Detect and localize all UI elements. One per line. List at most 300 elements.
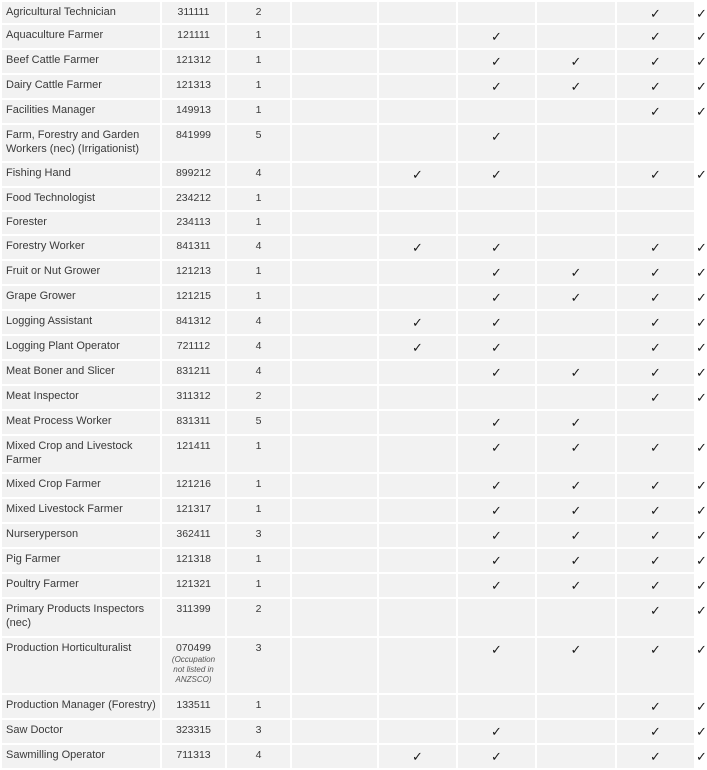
check-cell-c1 [378,637,457,694]
check-cell-c4 [616,573,695,598]
table-row [1,548,695,573]
checkmark-icon: ✓ [650,724,661,739]
check-cell-c1 [378,385,457,410]
checkmark-icon: ✓ [570,503,582,518]
checkmark-icon: ✓ [696,265,707,280]
checkmark-icon: ✓ [696,503,707,518]
skill-level-cell: 2 [226,598,291,637]
check-cell-c3 [536,187,616,211]
anzsco-code-cell [161,1,226,24]
occupation-cell: Mixed Livestock Farmer [1,498,161,523]
checkmark-icon: ✓ [650,440,661,455]
anzsco-code: 121318 [175,553,212,565]
check-cell-c4 [616,335,695,360]
occupation-cell: Farm, Forestry and Garden Workers (nec) (Irrigationist) [1,124,161,162]
anzsco-code-cell [161,598,226,637]
anzsco-code: 841311 [176,240,211,252]
check-cell-c1 [378,187,457,211]
check-cell-c1 [378,285,457,310]
check-cell-c3 [536,548,616,573]
table-row [1,498,695,523]
blank-cell [291,548,378,573]
checkmark-icon: ✓ [650,29,661,44]
anzsco-code-cell [161,548,226,573]
skill-level-cell: 5 [226,410,291,435]
occupation-cell: Mixed Crop and Livestock Farmer [1,435,161,473]
occupation-cell: Production Horticulturalist [1,637,161,694]
anzsco-code: 070499 [175,642,212,654]
check-cell-c1 [378,260,457,285]
checkmark-icon: ✓ [491,724,502,739]
anzsco-code-cell [161,49,226,74]
blank-cell [291,360,378,385]
check-cell-c1 [378,694,457,719]
blank-cell [291,385,378,410]
check-cell-c3 [536,24,616,49]
checkmark-icon: ✓ [696,79,707,94]
anzsco-code-cell [161,211,226,235]
check-cell-c4 [616,162,695,187]
checkmark-icon: ✓ [650,749,661,764]
occupation-cell: Forestry Worker [1,235,161,260]
table-row [1,694,695,719]
occupation-cell: Poultry Farmer [1,573,161,598]
check-cell-c1 [378,573,457,598]
table-row [1,235,695,260]
check-cell-c2 [457,523,536,548]
checkmark-icon: ✓ [412,315,423,330]
check-cell-c2 [457,719,536,744]
skill-level-cell: 4 [226,162,291,187]
checkmark-icon: ✓ [650,390,661,405]
checkmark-icon: ✓ [570,440,582,455]
checkmark-icon: ✓ [696,29,707,44]
skill-level-cell: 1 [226,285,291,310]
check-cell-c2 [457,74,536,99]
occupation-cell: Beef Cattle Farmer [1,49,161,74]
checkmark-icon: ✓ [491,440,502,455]
checkmark-icon: ✓ [491,340,502,355]
check-cell-c3 [536,235,616,260]
checkmark-icon: ✓ [696,578,707,593]
check-cell-c1 [378,1,457,24]
skill-level-cell: 3 [226,719,291,744]
table-row [1,719,695,744]
skill-level-cell: 4 [226,360,291,385]
anzsco-code: 121215 [175,290,212,302]
check-cell-c3 [536,473,616,498]
check-cell-c2 [457,498,536,523]
skill-level-cell: 4 [226,235,291,260]
check-cell-c3 [536,360,616,385]
skill-level-cell: 1 [226,99,291,124]
check-cell-c3 [536,211,616,235]
checkmark-icon: ✓ [491,578,502,593]
occupation-cell: Logging Assistant [1,310,161,335]
anzsco-code: 121216 [175,478,212,490]
check-cell-c2 [457,24,536,49]
skill-level-cell: 1 [226,74,291,99]
check-cell-c4 [616,435,695,473]
check-cell-c2 [457,285,536,310]
anzsco-code-cell [161,719,226,744]
table-row [1,473,695,498]
checkmark-icon: ✓ [696,528,707,543]
check-cell-c1 [378,49,457,74]
anzsco-code-cell [161,435,226,473]
check-cell-c2 [457,124,536,162]
table-row [1,360,695,385]
checkmark-icon: ✓ [696,104,707,119]
check-cell-c2 [457,360,536,385]
skill-level-cell: 3 [226,637,291,694]
skill-level-cell: 1 [226,694,291,719]
checkmark-icon: ✓ [696,699,707,714]
checkmark-icon: ✓ [650,553,661,568]
blank-cell [291,694,378,719]
check-cell-c3 [536,498,616,523]
checkmark-icon: ✓ [696,390,707,405]
check-cell-c3 [536,74,616,99]
check-cell-c3 [536,335,616,360]
blank-cell [291,187,378,211]
check-cell-c1 [378,124,457,162]
check-cell-c4 [616,385,695,410]
anzsco-code-cell [161,187,226,211]
anzsco-code-cell [161,335,226,360]
check-cell-c4 [616,99,695,124]
blank-cell [291,24,378,49]
check-cell-c4 [616,187,695,211]
skill-level-cell: 1 [226,435,291,473]
checkmark-icon: ✓ [650,365,661,380]
anzsco-code-cell [161,99,226,124]
check-cell-c1 [378,360,457,385]
anzsco-code-cell [161,573,226,598]
check-cell-c1 [378,598,457,637]
check-cell-c4 [616,637,695,694]
checkmark-icon: ✓ [491,315,502,330]
table-row [1,24,695,49]
check-cell-c3 [536,99,616,124]
anzsco-code: 899212 [175,167,212,179]
blank-cell [291,235,378,260]
anzsco-code-cell [161,694,226,719]
checkmark-icon: ✓ [570,265,582,280]
anzsco-code: 234212 [175,192,212,204]
blank-cell [291,124,378,162]
check-cell-c1 [378,74,457,99]
blank-cell [291,74,378,99]
table-row [1,187,695,211]
occupation-cell: Aquaculture Farmer [1,24,161,49]
anzsco-code-cell [161,385,226,410]
check-cell-c2 [457,410,536,435]
check-cell-c3 [536,744,616,769]
occupation-cell: Fishing Hand [1,162,161,187]
skill-level-cell: 2 [226,1,291,24]
check-cell-c1 [378,310,457,335]
anzsco-code: 121313 [175,79,212,91]
blank-cell [291,310,378,335]
check-cell-c3 [536,637,616,694]
anzsco-code: 841312 [175,315,212,327]
skill-level-cell: 1 [226,24,291,49]
skill-level-cell: 4 [226,310,291,335]
check-cell-c3 [536,385,616,410]
check-cell-c3 [536,162,616,187]
check-cell-c2 [457,187,536,211]
checkmark-icon: ✓ [696,54,707,69]
check-cell-c2 [457,310,536,335]
checkmark-icon: ✓ [696,478,707,493]
checkmark-icon: ✓ [650,6,661,21]
checkmark-icon: ✓ [491,167,502,182]
blank-cell [291,1,378,24]
skill-level-cell: 1 [226,187,291,211]
anzsco-code: 149913 [175,104,212,116]
anzsco-code-cell [161,637,226,694]
anzsco-code: 234113 [176,216,211,228]
check-cell-c2 [457,335,536,360]
check-cell-c3 [536,523,616,548]
checkmark-icon: ✓ [650,290,661,305]
check-cell-c3 [536,694,616,719]
blank-cell [291,49,378,74]
checkmark-icon: ✓ [650,503,661,518]
anzsco-code-cell [161,24,226,49]
checkmark-icon: ✓ [570,79,582,94]
check-cell-c2 [457,260,536,285]
anzsco-code: 841999 [175,129,212,141]
checkmark-icon: ✓ [491,265,502,280]
skill-level-cell: 4 [226,744,291,769]
checkmark-icon: ✓ [696,290,707,305]
check-cell-c1 [378,335,457,360]
table-row [1,410,695,435]
blank-cell [291,573,378,598]
anzsco-code: 831211 [176,365,211,377]
anzsco-code-cell [161,74,226,99]
occupation-cell: Production Manager (Forestry) [1,694,161,719]
occupation-cell: Meat Process Worker [1,410,161,435]
check-cell-c4 [616,285,695,310]
skill-level-cell: 1 [226,260,291,285]
table-row [1,637,695,694]
checkmark-icon: ✓ [570,415,582,430]
checkmark-icon: ✓ [696,642,707,657]
checkmark-icon: ✓ [491,528,502,543]
occupation-cell: Meat Inspector [1,385,161,410]
check-cell-c3 [536,260,616,285]
skill-level-cell: 1 [226,211,291,235]
occupation-cell: Mixed Crop Farmer [1,473,161,498]
blank-cell [291,473,378,498]
checkmark-icon: ✓ [650,315,661,330]
check-cell-c4 [616,360,695,385]
anzsco-code-cell [161,162,226,187]
check-cell-c4 [616,598,695,637]
check-cell-c1 [378,719,457,744]
checkmark-icon: ✓ [570,478,582,493]
check-cell-c4 [616,1,695,24]
check-cell-c4 [616,744,695,769]
checkmark-icon: ✓ [412,240,423,255]
checkmark-icon: ✓ [696,167,707,182]
occupation-cell: Fruit or Nut Grower [1,260,161,285]
table-row [1,49,695,74]
checkmark-icon: ✓ [650,340,661,355]
occupation-cell: Logging Plant Operator [1,335,161,360]
table-row [1,435,695,473]
checkmark-icon: ✓ [650,79,661,94]
checkmark-icon: ✓ [696,749,707,764]
check-cell-c2 [457,235,536,260]
anzsco-code: 311399 [176,603,211,615]
check-cell-c3 [536,598,616,637]
anzsco-code-cell [161,310,226,335]
check-cell-c2 [457,473,536,498]
anzsco-code: 121213 [175,265,212,277]
skill-level-cell: 5 [226,124,291,162]
anzsco-code: 121312 [175,54,212,66]
occupation-cell: Dairy Cattle Farmer [1,74,161,99]
check-cell-c3 [536,285,616,310]
check-cell-c3 [536,49,616,74]
check-cell-c3 [536,1,616,24]
skill-level-cell: 2 [226,385,291,410]
check-cell-c2 [457,1,536,24]
checkmark-icon: ✓ [696,240,707,255]
anzsco-code: 121411 [176,440,211,452]
checkmark-icon: ✓ [491,240,502,255]
checkmark-icon: ✓ [491,478,502,493]
checkmark-icon: ✓ [491,749,502,764]
checkmark-icon: ✓ [696,340,707,355]
checkmark-icon: ✓ [570,553,582,568]
table-row [1,310,695,335]
blank-cell [291,523,378,548]
check-cell-c2 [457,573,536,598]
occupation-cell: Grape Grower [1,285,161,310]
check-cell-c3 [536,124,616,162]
table-row [1,99,695,124]
check-cell-c2 [457,49,536,74]
check-cell-c4 [616,211,695,235]
anzsco-code-cell [161,360,226,385]
occupation-cell: Pig Farmer [1,548,161,573]
code-note: (Occupation not listed in ANZSCO) [171,655,216,684]
table-row [1,211,695,235]
check-cell-c2 [457,385,536,410]
checkmark-icon: ✓ [570,365,582,380]
anzsco-code-cell [161,285,226,310]
check-cell-c3 [536,435,616,473]
anzsco-code: 362411 [176,528,211,540]
table-row [1,523,695,548]
checkmark-icon: ✓ [650,54,661,69]
check-cell-c4 [616,24,695,49]
table-row [1,744,695,769]
anzsco-code: 311312 [176,390,211,402]
check-cell-c2 [457,548,536,573]
checkmark-icon: ✓ [696,6,707,21]
checkmark-icon: ✓ [650,699,661,714]
table-body [1,1,707,769]
checkmark-icon: ✓ [650,603,661,618]
skill-level-cell: 1 [226,498,291,523]
table-row [1,598,695,637]
occupation-cell: Food Technologist [1,187,161,211]
anzsco-code: 121111 [177,29,210,41]
checkmark-icon: ✓ [650,167,661,182]
blank-cell [291,637,378,694]
check-cell-c1 [378,99,457,124]
check-cell-c2 [457,694,536,719]
table-row [1,124,695,162]
checkmark-icon: ✓ [650,265,661,280]
checkmark-icon: ✓ [650,528,661,543]
checkmark-icon: ✓ [491,29,502,44]
check-cell-c4 [616,473,695,498]
check-cell-c1 [378,498,457,523]
anzsco-code-cell [161,473,226,498]
checkmark-icon: ✓ [696,365,707,380]
check-cell-c1 [378,744,457,769]
checkmark-icon: ✓ [412,749,423,764]
checkmark-icon: ✓ [696,440,707,455]
check-cell-c2 [457,99,536,124]
blank-cell [291,99,378,124]
check-cell-c4 [616,410,695,435]
skill-level-cell: 3 [226,523,291,548]
blank-cell [291,598,378,637]
check-cell-c1 [378,548,457,573]
checkmark-icon: ✓ [491,642,502,657]
check-cell-c1 [378,523,457,548]
anzsco-code: 133511 [176,699,211,711]
blank-cell [291,410,378,435]
occupation-cell: Meat Boner and Slicer [1,360,161,385]
checkmark-icon: ✓ [570,642,582,657]
blank-cell [291,285,378,310]
checkmark-icon: ✓ [491,503,502,518]
anzsco-code-cell [161,498,226,523]
checkmark-icon: ✓ [491,290,502,305]
check-cell-c4 [616,260,695,285]
occupation-cell: Forester [1,211,161,235]
skill-level-cell: 1 [226,573,291,598]
checkmark-icon: ✓ [650,104,661,119]
checkmark-icon: ✓ [570,290,582,305]
table-row [1,335,695,360]
check-cell-c1 [378,410,457,435]
anzsco-code: 121321 [175,578,212,590]
blank-cell [291,498,378,523]
check-cell-c4 [616,49,695,74]
check-cell-c2 [457,598,536,637]
checkmark-icon: ✓ [650,240,661,255]
check-cell-c4 [616,719,695,744]
table-row [1,573,695,598]
check-cell-c2 [457,211,536,235]
anzsco-code: 721112 [176,340,211,352]
occupation-cell: Nurseryperson [1,523,161,548]
anzsco-code: 121317 [175,503,212,515]
table-row [1,260,695,285]
occupation-cell: Primary Products Inspectors (nec) [1,598,161,637]
anzsco-code: 311111 [177,6,210,18]
